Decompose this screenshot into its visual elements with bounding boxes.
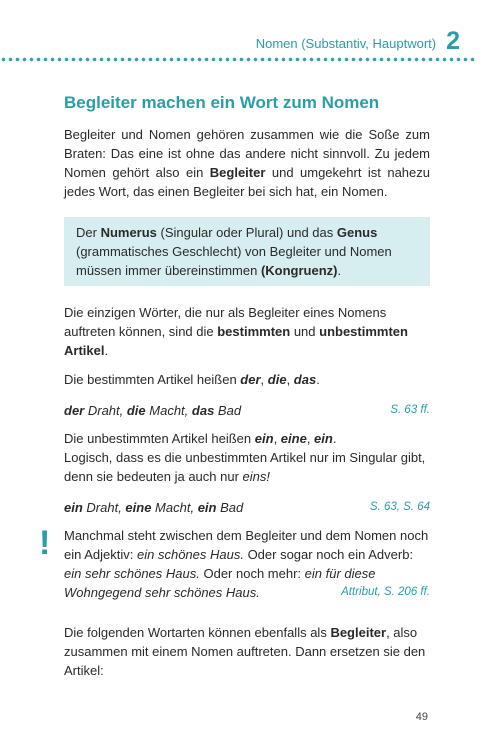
rule-box: Der Numerus (Singular oder Plural) und das Genus (grammatisches Geschlecht) von Begleiter und Nomen müssen immer übereinstimmen (Kongruenz). xyxy=(64,217,430,286)
cross-reference: S. 63, S. 64 xyxy=(369,501,430,513)
example-text: der Draht, die Macht, das Bad xyxy=(64,403,242,418)
example-indefinite xyxy=(64,498,430,517)
dotted-divider xyxy=(0,57,476,62)
page-content xyxy=(39,92,430,680)
cross-reference: Attribut, S. 206 ff. xyxy=(341,586,430,598)
final-paragraph: Die folgenden Wortarten können ebenfalls als Begleiter, also zusammen mit einem Nomen auftreten. Dann ersetzen sie den Artikel: xyxy=(64,625,426,678)
intro-paragraph: Begleiter und Nomen gehören zusammen wie die Soße zum Braten: Das eine ist ohne das andere nicht sinnvoll. Zu jedem Nomen gehört also ein Begleiter und umgekehrt ist nahezu jedes Wort, das einen Begleiter bei sich hat, ein Nomen. xyxy=(64,127,430,199)
running-header xyxy=(256,28,460,54)
exclamation-icon: ! xyxy=(39,524,51,562)
articles-paragraph: Die einzigen Wörter, die nur als Begleiter eines Nomens auftreten können, sind die bestimmten und unbestimmten Artikel. xyxy=(64,305,408,358)
notice-block: ! Manchmal steht zwischen dem Begleiter und dem Nomen noch ein Adjektiv: ein schönes Haus. Oder sogar noch ein Adverb: ein sehr schönes Haus. Oder noch mehr: ein für diese Wohngegend sehr schönes Haus. Attribut, S. 206 ff. xyxy=(39,524,430,600)
running-header-title: Nomen (Substantiv, Hauptwort) xyxy=(255,36,437,51)
section-heading: Begleiter machen ein Wort zum Nomen xyxy=(64,93,380,112)
logic-paragraph: Logisch, dass es die unbestimmten Artikel nur im Singular gibt, denn sie bedeuten ja auch nur eins! xyxy=(64,450,426,484)
example-text: ein Draht, eine Macht, ein Bad xyxy=(64,500,244,515)
chapter-number: 2 xyxy=(446,27,460,55)
cross-reference: S. 63 ff. xyxy=(390,404,430,416)
page-number: 49 xyxy=(415,711,428,723)
definite-articles-paragraph: Die bestimmten Artikel heißen der, die, das. xyxy=(64,372,320,387)
indefinite-articles-paragraph: Die unbestimmten Artikel heißen ein, eine, ein. xyxy=(64,431,337,446)
example-definite xyxy=(64,401,430,420)
